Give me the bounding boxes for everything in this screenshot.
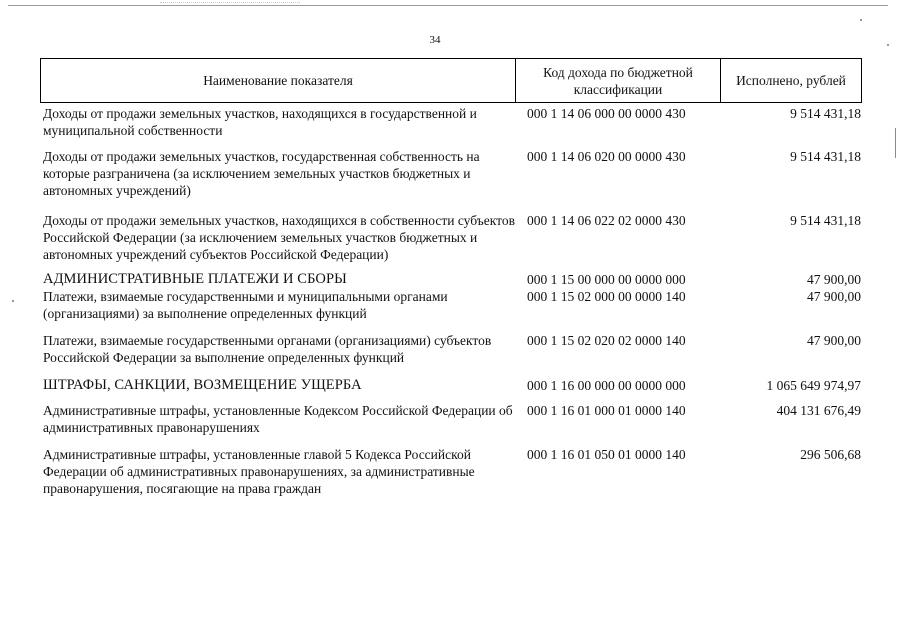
row-name: Платежи, взимаемые государственными органами (организациями) субъектов Российской Федерации за выполнение определенных функций [43, 333, 492, 365]
row-name: Платежи, взимаемые государственными и муниципальными органами (организациями) за выполнение определенных функций [43, 289, 448, 321]
row-code: 000 1 15 02 000 00 0000 140 [527, 289, 686, 304]
row-code: 000 1 14 06 000 00 0000 430 [527, 106, 686, 121]
scan-edge-line [8, 5, 888, 6]
row-executed: 47 900,00 [807, 289, 861, 304]
table-row [40, 105, 862, 139]
table-row [40, 288, 862, 322]
row-code: 000 1 14 06 020 00 0000 430 [527, 149, 686, 164]
row-name: Доходы от продажи земельных участков, государственная собственность на которые разграничена (за исключением земельных участков бюджетных и автономных учреждений) [43, 149, 480, 198]
header-executed: Исполнено, рублей [736, 73, 846, 88]
row-code: 000 1 16 00 000 00 0000 000 [527, 378, 686, 393]
table-row [40, 402, 862, 436]
row-code: 000 1 15 02 020 02 0000 140 [527, 333, 686, 348]
row-executed: 9 514 431,18 [790, 106, 861, 121]
row-executed: 47 900,00 [807, 333, 861, 348]
row-name: Административные штрафы, установленные Кодексом Российской Федерации об административных правонарушениях [43, 403, 513, 435]
row-code: 000 1 14 06 022 02 0000 430 [527, 213, 686, 228]
row-executed: 9 514 431,18 [790, 149, 861, 164]
scan-speck [860, 19, 862, 21]
table-row-section [40, 377, 862, 394]
row-executed: 404 131 676,49 [776, 403, 861, 418]
table-row [40, 212, 862, 263]
row-name: Доходы от продажи земельных участков, находящихся в собственности субъектов Российской Федерации (за исключением земельных участков бюджетных и автономных учреждений субъектов Российской Федерации) [43, 213, 515, 262]
header-budget-code: Код дохода по бюджетной классификации [516, 59, 721, 102]
table-row-section [40, 271, 862, 288]
table-row [40, 332, 862, 366]
row-code: 000 1 15 00 000 00 0000 000 [527, 272, 686, 287]
header-indicator-name: Наименование показателя [41, 59, 516, 102]
scan-edge-mark [895, 128, 896, 158]
row-executed: 9 514 431,18 [790, 213, 861, 228]
row-executed: 296 506,68 [800, 447, 861, 462]
row-executed: 47 900,00 [807, 272, 861, 287]
row-code: 000 1 16 01 050 01 0000 140 [527, 447, 686, 462]
scan-speck [887, 44, 889, 46]
row-code: 000 1 16 01 000 01 0000 140 [527, 403, 686, 418]
scan-edge-line-faint [160, 2, 300, 3]
row-name: Доходы от продажи земельных участков, находящихся в государственной и муниципальной собственности [43, 106, 477, 138]
table-row [40, 446, 862, 497]
table-row [40, 148, 862, 199]
row-name: АДМИНИСТРАТИВНЫЕ ПЛАТЕЖИ И СБОРЫ [43, 271, 347, 287]
table-body [40, 105, 862, 497]
row-name: Административные штрафы, установленные главой 5 Кодекса Российской Федерации об административных правонарушениях, за административные правонарушения, посягающие на права граждан [43, 447, 475, 496]
scan-speck [12, 300, 14, 302]
page-number: 34 [429, 34, 441, 46]
table-header [40, 58, 862, 103]
row-name: ШТРАФЫ, САНКЦИИ, ВОЗМЕЩЕНИЕ УЩЕРБА [43, 377, 362, 393]
row-executed: 1 065 649 974,97 [766, 378, 861, 393]
